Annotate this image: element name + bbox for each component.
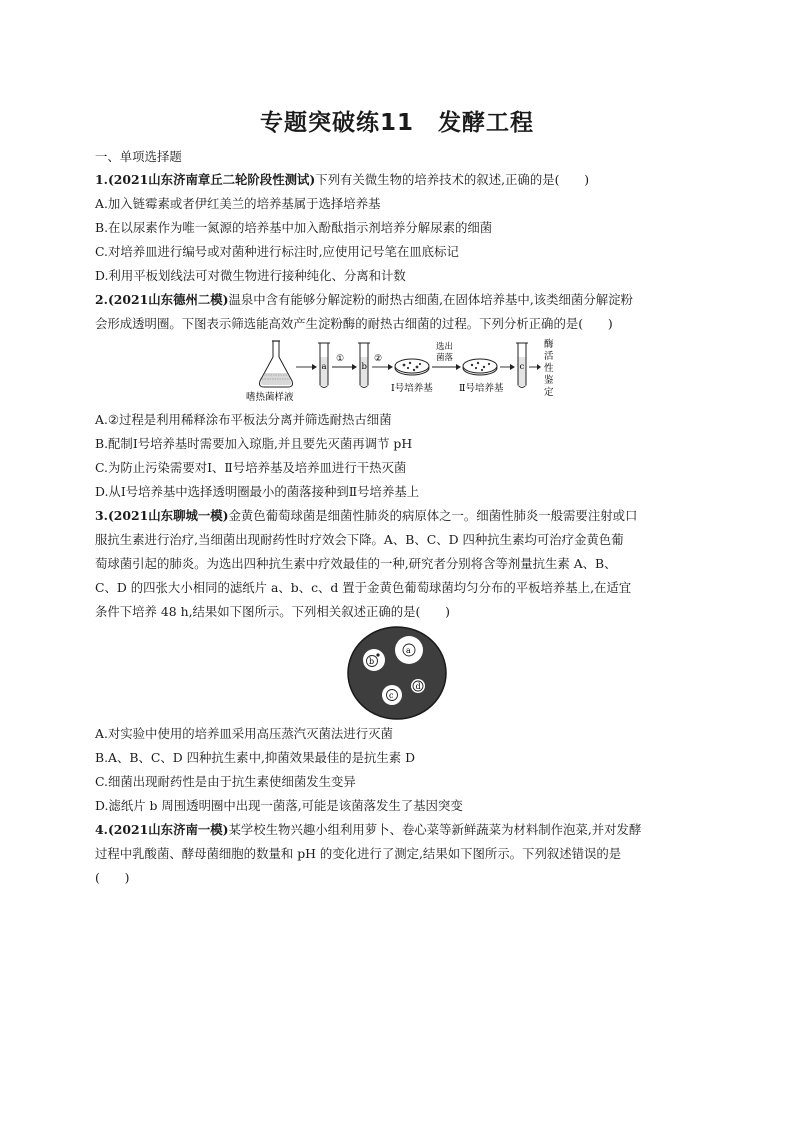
select-label-1: 选出	[436, 342, 454, 352]
flask-icon	[260, 341, 293, 387]
enzyme-assay-char-4: 鉴	[544, 375, 554, 386]
question-source: .(2021山东聊城一模)	[103, 508, 229, 523]
question-source: .(2021山东德州二模)	[103, 292, 229, 307]
question-2-option-d: D.从Ⅰ号培养基中选择透明圈最小的菌落接种到Ⅱ号培养基上	[95, 484, 420, 499]
page-title: 专题突破练11 发酵工程	[259, 110, 534, 136]
question-text: 某学校生物兴趣小组利用萝卜、卷心菜等新鲜蔬菜为材料制作泡菜,并对发酵	[228, 822, 642, 837]
tube-c-label: c	[519, 362, 525, 372]
screening-process-figure	[246, 337, 562, 403]
tube-a-label: a	[321, 362, 327, 372]
enzyme-assay-char-2: 活	[544, 351, 554, 362]
colony-dot	[376, 653, 379, 656]
enzyme-assay-char-3: 性	[544, 363, 554, 374]
question-1-option-b: B.在以尿素作为唯一氮源的培养基中加入酚酞指示剂培养分解尿素的细菌	[95, 220, 493, 235]
question-source: .(2021山东济南章丘二轮阶段性测试)	[103, 172, 316, 187]
question-3-option-d: D.滤纸片 b 周围透明圈中出现一菌落,可能是该菌落发生了基因突变	[95, 798, 463, 813]
question-1-option-a: A.加入链霉素或者伊红美兰的培养基属于选择培养基	[95, 196, 381, 211]
question-3-stem-line4: C、D 的四张大小相同的滤纸片 a、b、c、d 置于金黄色葡萄球菌均匀分布的平板培养基上,在适宜	[95, 580, 632, 595]
question-text: 金黄色葡萄球菌是细菌性肺炎的病原体之一。细菌性肺炎一般需要注射或口	[228, 508, 638, 523]
question-1-option-c: C.对培养皿进行编号或对菌种进行标注时,应使用记号笔在皿底标记	[95, 244, 459, 259]
plate-1-label: Ⅰ号培养基	[391, 383, 433, 394]
step-2-label: ②	[374, 354, 383, 364]
question-2-stem-line2: 会形成透明圈。下图表示筛选能高效产生淀粉酶的耐热古细菌的过程。下列分析正确的是( )	[95, 316, 613, 331]
plate-2-label: Ⅱ号培养基	[459, 383, 504, 394]
disc-d-label: d	[415, 682, 421, 691]
disc-c-label: c	[389, 691, 394, 700]
agar-plate	[348, 627, 446, 719]
question-1-option-d: D.利用平板划线法可对微生物进行接种纯化、分离和计数	[95, 268, 406, 283]
question-2-option-c: C.为防止污染需要对Ⅰ、Ⅱ号培养基及培养皿进行干热灭菌	[95, 460, 407, 475]
enzyme-assay-char-5: 定	[544, 387, 554, 398]
question-2-option-b: B.配制Ⅰ号培养基时需要加入琼脂,并且要先灭菌再调节 pH	[95, 436, 413, 451]
question-number: 3	[95, 508, 104, 523]
enzyme-assay-char-1: 酶	[544, 339, 554, 350]
question-source: .(2021山东济南一模)	[103, 822, 229, 837]
question-number: 2	[95, 292, 104, 307]
question-4-stem-line2: 过程中乳酸菌、酵母菌细胞的数量和 pH 的变化进行了测定,结果如下图所示。下列叙述错误的是	[95, 846, 622, 861]
question-3-stem	[95, 505, 705, 527]
question-1-stem	[95, 169, 705, 191]
tube-b-label: b	[361, 362, 367, 372]
question-2-stem	[95, 289, 705, 311]
question-2-option-a: A.②过程是利用稀释涂布平板法分离并筛选耐热古细菌	[95, 412, 392, 427]
question-3-option-a: A.对实验中使用的培养皿采用高压蒸汽灭菌法进行灭菌	[95, 726, 393, 741]
section-heading: 一、单项选择题	[95, 149, 182, 164]
petri-dish-1	[395, 359, 429, 375]
question-3-stem-line3: 萄球菌引起的肺炎。为选出四种抗生素中疗效最佳的一种,研究者分别将含等剂量抗生素 A、B、	[95, 556, 617, 571]
question-text: 温泉中含有能够分解淀粉的耐热古细菌,在固体培养基中,该类细菌分解淀粉	[228, 292, 633, 307]
select-label-2: 菌落	[436, 353, 454, 363]
flask-label: 嗜热菌样液	[246, 392, 294, 403]
disc-a-label: a	[406, 646, 411, 655]
question-number: 4	[95, 822, 104, 837]
petri-dish-figure	[346, 626, 448, 720]
question-3-option-b: B.A、B、C、D 四种抗生素中,抑菌效果最佳的是抗生素 D	[95, 750, 416, 765]
question-4-stem-line3: ( )	[95, 870, 130, 885]
disc-b-label: b	[369, 657, 375, 666]
question-4-stem	[95, 819, 705, 841]
question-3-stem-line5: 条件下培养 48 h,结果如下图所示。下列相关叙述正确的是( )	[95, 604, 450, 619]
question-text: 下列有关微生物的培养技术的叙述,正确的是( )	[315, 172, 590, 187]
question-3-option-c: C.细菌出现耐药性是由于抗生素使细菌发生变异	[95, 774, 356, 789]
question-number: 1	[95, 172, 104, 187]
petri-dish-2	[463, 359, 497, 375]
question-3-stem-line2: 服抗生素进行治疗,当细菌出现耐药性时疗效会下降。A、B、C、D 四种抗生素均可治疗金黄色葡	[95, 532, 624, 547]
step-1-label: ①	[336, 354, 345, 364]
